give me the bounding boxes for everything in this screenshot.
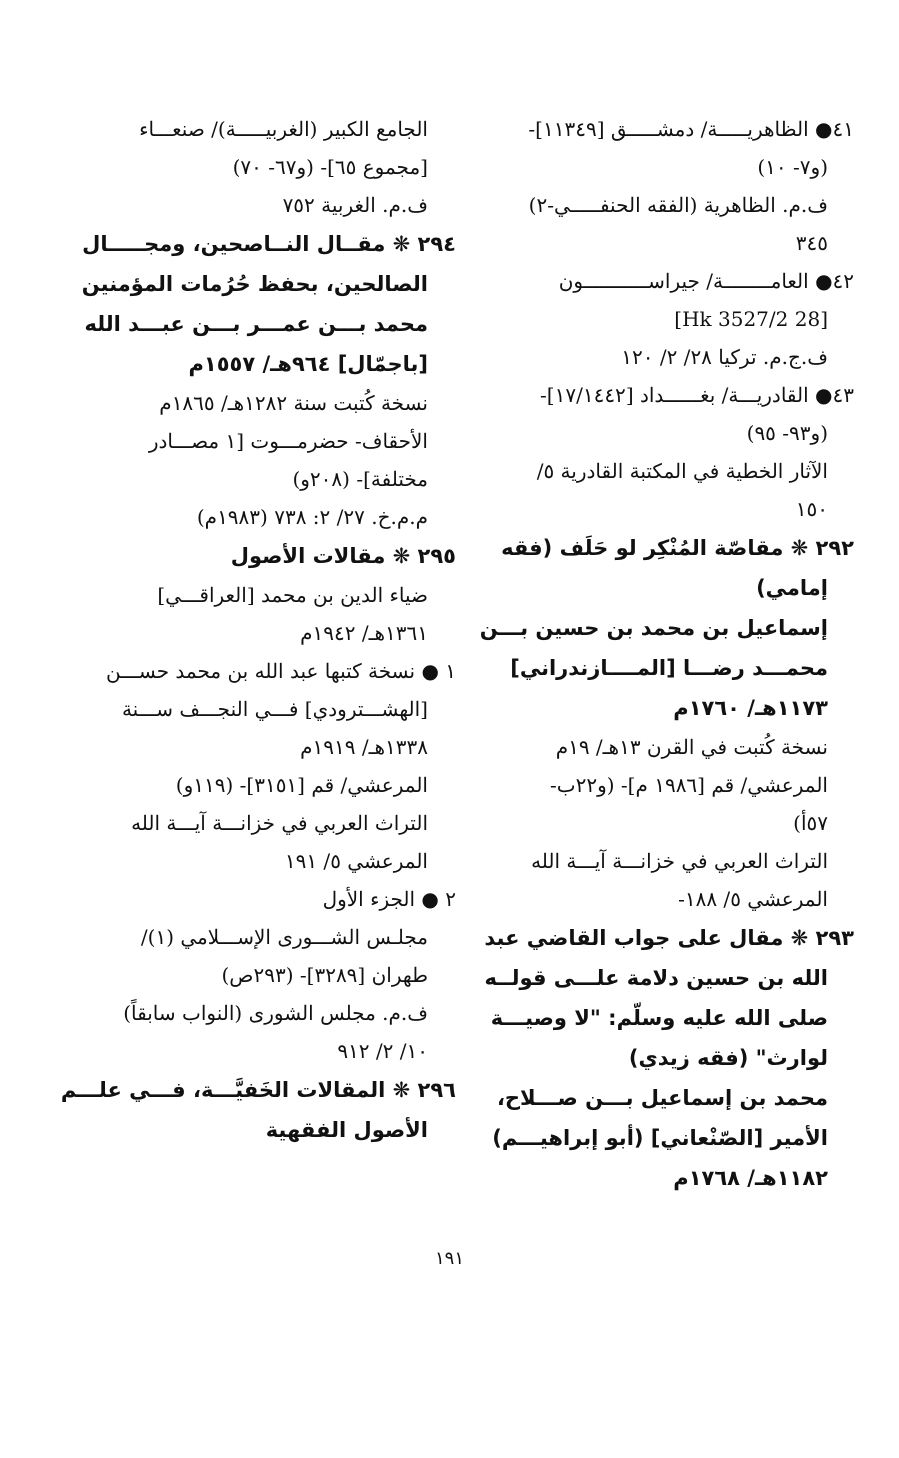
- text-line: المرعشي/ قم [٣١٥١]- (١١٩و): [175, 773, 428, 797]
- text-line: نسخة كُتبت في القرن ١٣هـ/ ١٩م: [555, 735, 828, 759]
- text-line: ١٣٦١هـ/ ١٩٤٢م: [300, 621, 428, 645]
- text-line: صلى الله عليه وسلّم: "لا وصيـــة: [490, 1006, 828, 1030]
- text-line: ٤٢● العامــــــــة/ جيراســـــــــــون: [558, 269, 854, 293]
- text-line: ١١٨٢هـ/ ١٧٦٨م: [673, 1166, 828, 1190]
- text-line: محمـــد رضـــا [المــــازندراني]: [510, 656, 828, 680]
- text-line: ف.م. الغربية ٧٥٢: [282, 193, 428, 217]
- text-line: ١٣٣٨هـ/ ١٩١٩م: [300, 735, 428, 759]
- text-line: مجلـس الشـــورى الإســـلامي (١)/: [140, 925, 428, 949]
- text-line: الصالحين، بحفظ حُرُمات المؤمنين: [81, 272, 428, 296]
- text-line: ٢ ● الجزء الأول: [322, 887, 456, 911]
- text-line: [28 Hk 3527/2]: [674, 307, 828, 331]
- text-line: ٢٩٢ ❋ مقاصّة المُنْكِر لو حَلَف (فقه: [501, 536, 854, 560]
- left-column: [60, 110, 456, 1150]
- text-line: الأحقاف- حضرمـــوت [١ مصـــادر: [148, 429, 428, 453]
- text-line: المرعشي ٥/ ١٨٨-: [678, 887, 828, 911]
- text-line: ١٥٠: [795, 497, 828, 521]
- text-line: [الهشـــترودي] فـــي النجـــف ســـنة: [121, 697, 428, 721]
- text-line: التراث العربي في خزانـــة آيـــة الله: [131, 811, 428, 835]
- text-line: طهران [٣٢٨٩]- (٢٩٣ص): [221, 963, 428, 987]
- text-line: مختلفة]- (٢٠٨و): [292, 467, 428, 491]
- text-line: [باجمّال] ٩٦٤هـ/ ١٥٥٧م: [188, 352, 428, 376]
- text-line: ٢٩٥ ❋ مقالات الأصول: [230, 544, 456, 568]
- text-line: ف.ج.م. تركيا ٢٨/ ٢/ ١٢٠: [621, 345, 828, 369]
- text-line: محمد بن إسماعيل بـــن صـــلاح،: [496, 1086, 828, 1110]
- text-line: ٢٩٦ ❋ المقالات الخَفيَّـــة، فـــي علـــم: [60, 1078, 456, 1102]
- text-line: ٢٩٤ ❋ مقــال النــاصحين، ومجـــــال: [82, 232, 456, 256]
- right-column: [479, 110, 854, 1198]
- text-line: ٤١● الظاهريـــــة/ دمشـــــق [١١٣٤٩]-: [528, 117, 854, 141]
- text-line: التراث العربي في خزانـــة آيـــة الله: [531, 849, 828, 873]
- text-line: م.م.خ. ٢٧/ ٢: ٧٣٨ (١٩٨٣م): [196, 505, 428, 529]
- text-line: الجامع الكبير (الغربيـــــة)/ صنعـــاء: [139, 117, 428, 141]
- text-line: [مجموع ٦٥]- (و٦٧- ٧٠): [232, 155, 428, 179]
- text-line: ٥٧أ): [793, 811, 828, 835]
- text-line: الأمير [الصّنْعاني] (أبو إبراهيـــم): [492, 1126, 828, 1150]
- page-number: ١٩١: [434, 1248, 464, 1269]
- text-line: ف.م. الظاهرية (الفقه الحنفـــــي-٢): [528, 193, 828, 217]
- text-line: ١١٧٣هـ/ ١٧٦٠م: [673, 696, 828, 720]
- text-line: إسماعيل بن محمد بن حسين بـــن: [479, 616, 828, 640]
- text-line: المرعشي/ قم [١٩٨٦ م]- (و٢٢ب-: [550, 773, 828, 797]
- text-line: ٤٣● القادريـــة/ بغــــــداد [١٧/١٤٤٢]-: [540, 383, 854, 407]
- text-line: ١ ● نسخة كتبها عبد الله بن محمد حســـن: [106, 659, 456, 683]
- text-line: الله بن حسين دلامة علـــى قولــه: [484, 966, 828, 990]
- text-line: (و٩٣- ٩٥): [746, 421, 828, 445]
- text-line: لوارث" (فقه زيدي): [628, 1046, 828, 1070]
- text-line: إمامي): [756, 576, 828, 600]
- text-line: نسخة كُتبت سنة ١٢٨٢هـ/ ١٨٦٥م: [159, 391, 428, 415]
- text-line: الأصول الفقهية: [265, 1118, 428, 1142]
- text-line: المرعشي ٥/ ١٩١: [284, 849, 428, 873]
- text-line: ١٠/ ٢/ ٩١٢: [337, 1039, 428, 1063]
- text-line: ضياء الدين بن محمد [العراقـــي]: [157, 583, 428, 607]
- text-line: ٣٤٥: [795, 231, 828, 255]
- text-line: ٢٩٣ ❋ مقال على جواب القاضي عبد: [484, 926, 854, 950]
- text-line: محمد بـــن عمـــر بـــن عبـــد الله: [84, 312, 428, 336]
- text-line: الآثار الخطية في المكتبة القادرية ٥/: [536, 459, 828, 483]
- text-line: ف.م. مجلس الشورى (النواب سابقاً): [123, 1001, 428, 1025]
- text-line: (و٧- ١٠): [757, 155, 828, 179]
